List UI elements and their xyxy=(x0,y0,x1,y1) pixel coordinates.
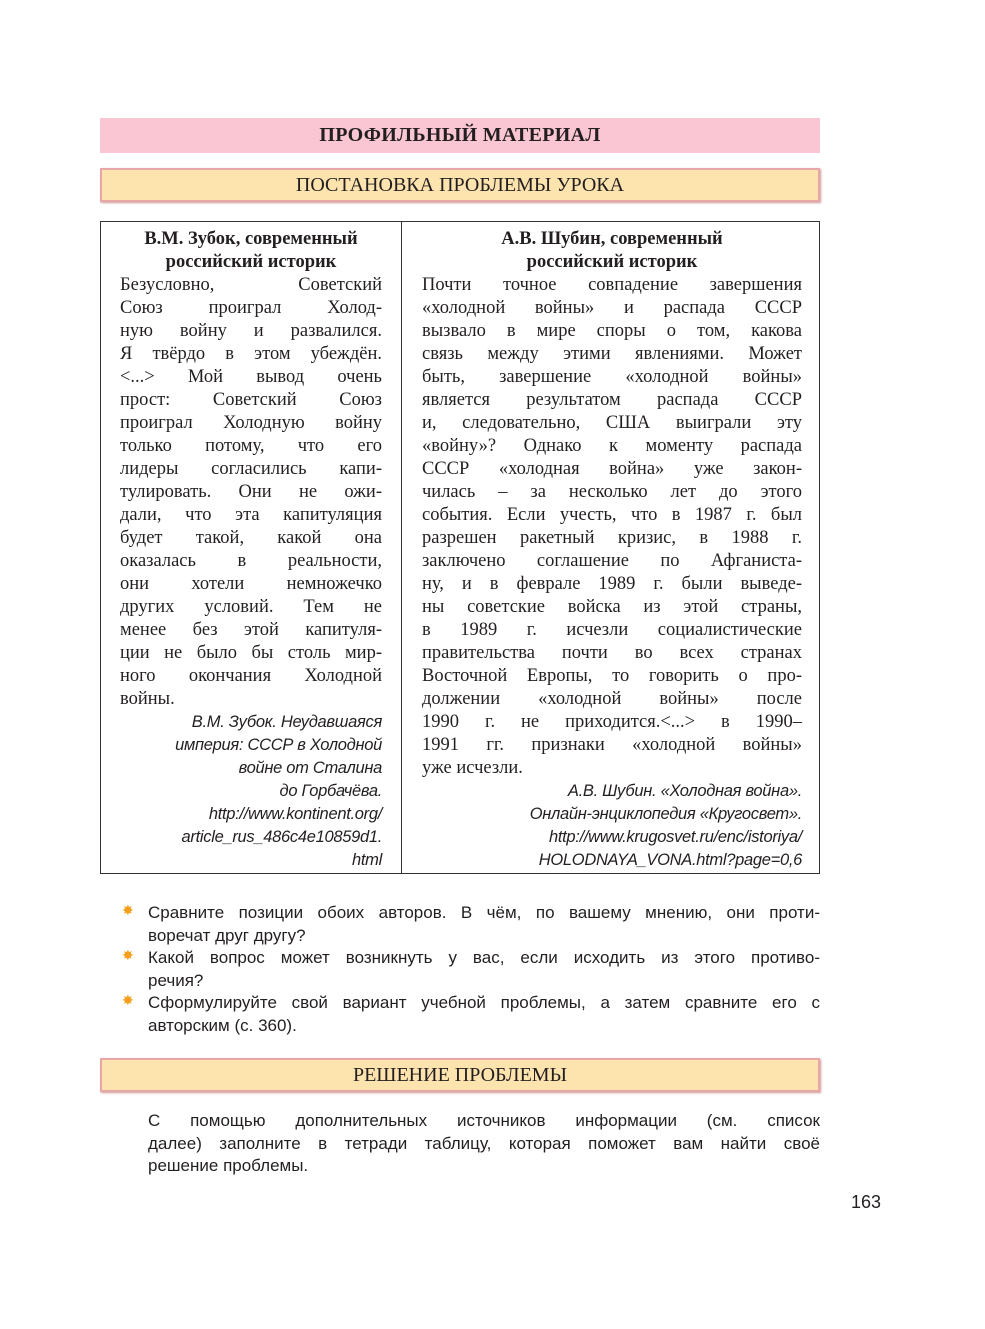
question-line: Сформулируйте свой вариант учебной проблемы, а затем сравните его с xyxy=(148,993,820,1012)
quote-line: 1990 г. не приходится.<...> в 1990– xyxy=(422,712,802,732)
quote-line: Безусловно, Советский xyxy=(120,275,382,295)
question-line: речия? xyxy=(148,970,204,990)
quote-line: и, следовательно, США выиграли эту xyxy=(422,413,802,433)
question-line: Сравните позиции обоих авторов. В чём, по вашему мнению, они проти- xyxy=(148,903,820,922)
star-bullet-icon: ✸ xyxy=(122,947,134,963)
quote-line: правительства почти во всех странах xyxy=(422,643,802,663)
task-line: С помощью дополнительных источников информации (см. список xyxy=(148,1111,820,1130)
quote-line: ную войну и развалился. xyxy=(120,321,382,341)
citation-line: до Горбачёва. xyxy=(279,782,382,800)
quote-line: «холодной войны» и распада СССР xyxy=(422,298,802,318)
quote-line: оказалась в реальности, xyxy=(120,551,382,571)
citation-line: HOLODNAYA_VONA.html?page=0,6 xyxy=(538,851,802,869)
quote-line: <...> Мой вывод очень xyxy=(120,367,382,387)
quote-line: СССР «холодная война» уже закон- xyxy=(422,459,802,479)
star-bullet-icon: ✸ xyxy=(122,992,134,1008)
shubin-column xyxy=(422,228,802,872)
citation-line: А.В. Шубин. «Холодная война». xyxy=(567,782,802,800)
quote-line: других условий. Тем не xyxy=(120,597,382,617)
profile-material-header: ПРОФИЛЬНЫЙ МАТЕРИАЛ xyxy=(100,118,820,153)
quote-line: 1991 гг. признаки «холодной войны» xyxy=(422,735,802,755)
quote-line: Я твёрдо в этом убеждён. xyxy=(120,344,382,364)
question-item xyxy=(120,902,820,947)
author-heading: В.М. Зубок, современный xyxy=(144,229,358,249)
zubok-column xyxy=(120,228,382,872)
question-list xyxy=(120,902,820,1037)
quote-line: тулировать. Они не ожи- xyxy=(120,482,382,502)
citation-line: http://www.kontinent.org/ xyxy=(208,805,382,823)
question-item xyxy=(120,947,820,992)
column-divider xyxy=(401,222,402,873)
star-bullet-icon: ✸ xyxy=(122,902,134,918)
quote-line: связь между этими явлениями. Может xyxy=(422,344,802,364)
quote-line: только потому, что его xyxy=(120,436,382,456)
quote-line: должении «холодной войны» после xyxy=(422,689,802,709)
quote-line: вызвало в мире споры о том, какова xyxy=(422,321,802,341)
quote-line: события. Если учесть, что в 1987 г. был xyxy=(422,505,802,525)
sources-table xyxy=(100,221,820,874)
quote-line: ного окончания Холодной xyxy=(120,666,382,686)
quote-line: Восточной Европы, то говорить о про- xyxy=(422,666,802,686)
problem-solution-header: РЕШЕНИЕ ПРОБЛЕМЫ xyxy=(100,1058,820,1092)
quote-line: «войну»? Однако к моменту распада xyxy=(422,436,802,456)
quote-line: ну, и в феврале 1989 г. были выведе- xyxy=(422,574,802,594)
quote-line: прост: Советский Союз xyxy=(120,390,382,410)
quote-line: является результатом распада СССР xyxy=(422,390,802,410)
author-heading: российский историк xyxy=(526,252,698,272)
quote-line: Союз проиграл Холод- xyxy=(120,298,382,318)
task-line: далее) заполните в тетради таблицу, которая поможет вам найти своё xyxy=(148,1133,820,1153)
question-line: авторским (с. 360). xyxy=(148,1015,297,1035)
quote-line: войны. xyxy=(120,689,175,709)
author-heading: российский историк xyxy=(165,252,337,272)
quote-line: лидеры согласились капи- xyxy=(120,459,382,479)
quote-line: быть, завершение «холодной войны» xyxy=(422,367,802,387)
quote-line: Почти точное совпадение завершения xyxy=(422,275,802,295)
quote-line: заключено соглашение по Афганиста- xyxy=(422,551,802,571)
question-item xyxy=(120,992,820,1037)
citation-line: article_rus_486c4e10859d1. xyxy=(181,828,382,846)
question-line: Какой вопрос может возникнуть у вас, если исходить из этого противо- xyxy=(148,948,820,967)
quote-line: дали, что эта капитуляция xyxy=(120,505,382,525)
task-line: решение проблемы. xyxy=(148,1156,309,1175)
quote-line: они хотели немножечко xyxy=(120,574,382,594)
quote-line: чилась – за несколько лет до этого xyxy=(422,482,802,502)
citation-line: http://www.krugosvet.ru/enc/istoriya/ xyxy=(548,828,802,846)
author-heading: А.В. Шубин, современный xyxy=(501,229,723,249)
quote-line: ны советские войска из этой страны, xyxy=(422,597,802,617)
quote-line: проиграл Холодную войну xyxy=(120,413,382,433)
quote-line: менее без этой капитуля- xyxy=(120,620,382,640)
citation-line: html xyxy=(352,851,382,869)
citation-line: Онлайн-энциклопедия «Кругосвет». xyxy=(529,805,802,823)
question-line: воречат друг другу? xyxy=(148,925,306,945)
quote-line: ции не было бы столь мир- xyxy=(120,643,382,663)
quote-line: разрешен ракетный кризис, в 1988 г. xyxy=(422,528,802,548)
page-number: 163 xyxy=(851,1192,882,1212)
quote-line: будет такой, какой она xyxy=(120,528,382,548)
quote-line: в 1989 г. исчезли социалистические xyxy=(422,620,802,640)
lesson-problem-header: ПОСТАНОВКА ПРОБЛЕМЫ УРОКА xyxy=(100,168,820,202)
citation-line: В.М. Зубок. Неудавшаяся xyxy=(191,713,382,731)
citation-line: империя: СССР в Холодной xyxy=(175,736,382,754)
citation-line: войне от Сталина xyxy=(238,759,382,777)
task-paragraph xyxy=(148,1110,820,1178)
quote-line: уже исчезли. xyxy=(422,758,523,778)
